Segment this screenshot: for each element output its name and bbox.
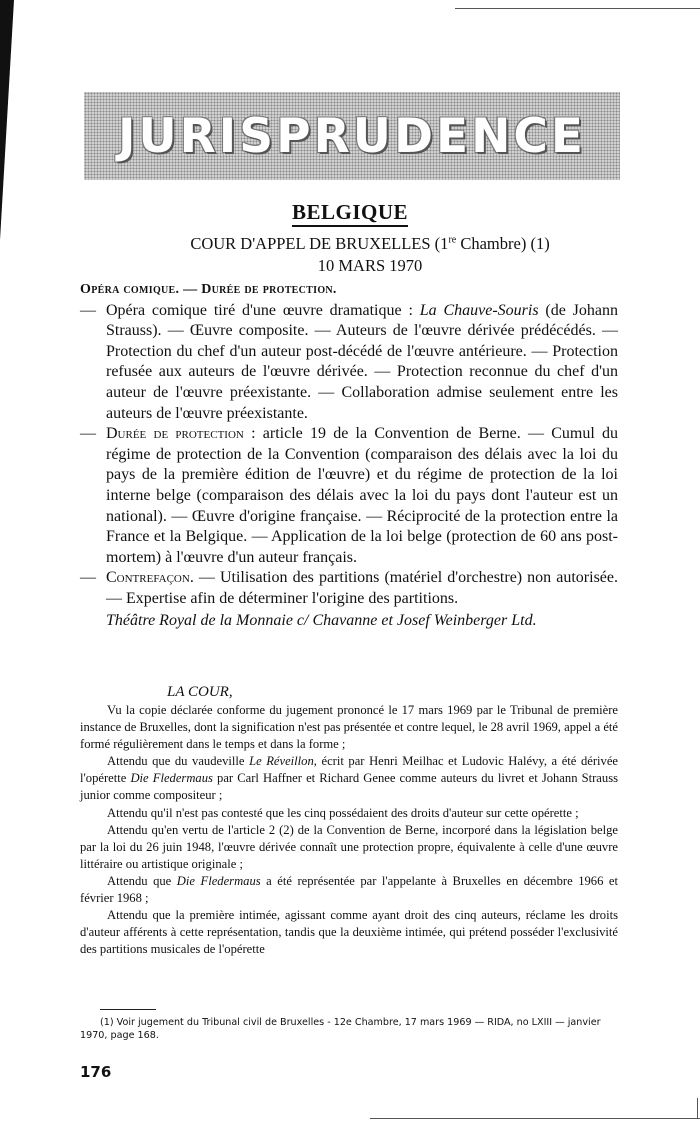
text-run: a été représentée par l'appelante à Bruxelles en décembre 1966 et février 1968 ; <box>80 873 618 906</box>
point-text <box>106 424 618 568</box>
italic-title: Le Réveillon <box>249 754 314 769</box>
summary-point <box>80 568 618 609</box>
court-opening: LA COUR, <box>167 684 233 700</box>
italic-title: La Chauve-Souris <box>419 301 539 319</box>
text-run: Vu la copie déclarée conforme du jugement prononcé le 17 mars 1969 par le Tribunal de première instance de Bruxelles, dont la signification n'est pas présentée et contre lequel, le 28 avril 1969, appel a été formé régulièrement dans le temps et dans la forme ; <box>80 703 618 752</box>
summary-point <box>80 424 618 568</box>
summary-points <box>80 301 618 610</box>
point-dash: — <box>80 301 96 319</box>
text-run: Attendu que la première intimée, agissant comme ayant droit des cinq auteurs, réclame les droits d'auteur afférents à cette représentation, tandis que la deuxième intimée, qui prétend posséder l'exclusivité des partitions musicales de l'opérette <box>80 908 618 957</box>
smallcaps-keyword: Contrefaçon <box>106 569 190 587</box>
point-dash: — <box>80 569 96 587</box>
court-heading-rest: Chambre) (1) <box>456 234 550 253</box>
page-edge-line-bottom <box>370 1118 700 1119</box>
country-heading-text: BELGIQUE <box>292 200 408 227</box>
footnote <box>80 1016 618 1042</box>
page-number: 176 <box>80 1063 112 1081</box>
summary-rubric: Opéra comique. — Durée de protection. <box>80 282 337 297</box>
judgment-paragraph <box>80 822 618 873</box>
point-text <box>106 301 618 425</box>
text-run: (de Johann Strauss). — Œuvre composite. — Auteurs de l'œuvre dérivée prédécédés. — Protection du chef d'un auteur post-décédé de l'œuvre antérieure. — Protection refusée aux auteurs de l'œuvre dérivée. — Protection reconnue du chef d'un auteur de l'œuvre préexistante. — Collaboration admise seulement entre les auteurs de l'œuvre préexistante. <box>106 301 619 422</box>
point-dash: — <box>80 425 96 443</box>
judgment-paragraph <box>80 702 618 753</box>
judgment-paragraph <box>80 805 618 822</box>
text-run: Attendu qu'en vertu de l'article 2 (2) de la Convention de Berne, incorporé dans la législation belge par la loi du 26 juin 1948, l'œuvre dérivée connaît une protection propre, équivalente à celle d'une œuvre littéraire ou artistique originale ; <box>80 822 618 871</box>
section-banner <box>84 92 620 180</box>
judgment-paragraph <box>80 907 618 958</box>
smallcaps-keyword: Durée de protection <box>106 425 244 443</box>
country-heading <box>0 200 700 225</box>
court-heading <box>90 234 650 254</box>
text-run: . — Utilisation des partitions (matériel d'orchestre) non autorisée. — Expertise afin de déterminer l'origine des partitions. <box>106 569 618 607</box>
judgment-body <box>80 702 618 958</box>
text-run: Attendu que du vaudeville <box>107 754 250 769</box>
text-run: , écrit par Henri Meilhac et Ludovic Halévy, a été dérivée l'opérette <box>80 754 619 786</box>
case-summary <box>80 280 618 631</box>
page-edge-line-top <box>455 8 700 9</box>
text-run: par Carl Haffner et Richard Genee comme auteurs du livret et Johann Strauss junior comme compositeur ; <box>80 771 618 803</box>
footnote-text: (1) Voir jugement du Tribunal civil de Bruxelles - 12e Chambre, 17 mars 1969 — RIDA, no LXIII — janvier 1970, page 168. <box>80 1017 601 1041</box>
italic-title: Die Fledermaus <box>130 771 213 786</box>
page-edge-line-right <box>697 1098 698 1118</box>
court-heading-text: COUR D'APPEL DE BRUXELLES (1 <box>190 234 449 253</box>
footnote-separator <box>100 1009 156 1010</box>
case-parties: Théâtre Royal de la Monnaie c/ Chavanne et Josef Weinberger Ltd. <box>106 611 537 629</box>
court-ordinal-sup: re <box>448 234 457 246</box>
decision-date: 10 MARS 1970 <box>317 256 423 275</box>
judgment-paragraph <box>80 753 618 804</box>
italic-title: Die Fledermaus <box>176 873 261 888</box>
summary-point <box>80 301 618 425</box>
text-run: Opéra comique tiré d'une œuvre dramatique : <box>106 301 420 319</box>
text-run: Attendu qu'il n'est pas contesté que les cinq possédaient des droits d'auteur sur cette opérette ; <box>107 805 579 820</box>
point-text <box>106 568 618 609</box>
text-run: Attendu que <box>107 873 177 888</box>
text-run: : article 19 de la Convention de Berne. — Cumul du régime de protection de la Convention (comparaison des délais avec la loi du pays de la première édition de l'œuvre) et du régime de protection de la loi interne belge (comparaison des délais avec la loi du pays dont l'auteur est un national). — Œuvre d'origine française. — Réciprocité de la protection entre la France et la Belgique. — Application de la loi belge (protection de 60 ans post-mortem) à l'œuvre d'un auteur français. <box>106 425 619 566</box>
banner-title: JURISPRUDENCE <box>117 108 587 164</box>
judgment-paragraph <box>80 873 618 907</box>
